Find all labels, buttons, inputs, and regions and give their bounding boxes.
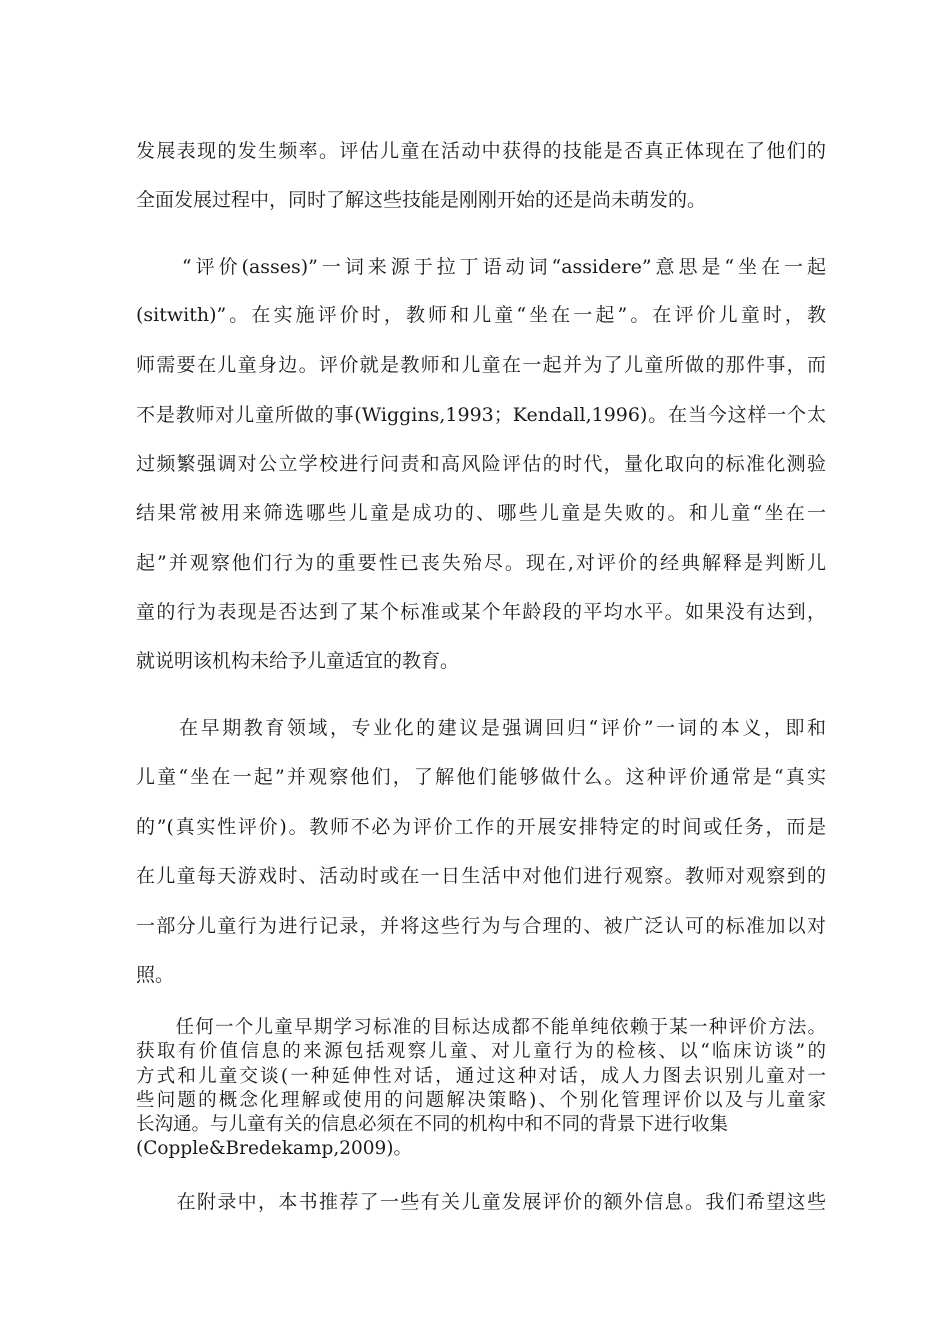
text-line: 任何一个儿童早期学习标准的目标达成都不能单纯依赖于某一种评价方法。 bbox=[136, 1017, 826, 1038]
text-line: 师需要在儿童身边。评价就是教师和儿童在一起并为了儿童所做的那件事，而 bbox=[136, 354, 826, 376]
text-line: 起”并观察他们行为的重要性已丧失殆尽。现在,对评价的经典解释是判断儿 bbox=[136, 552, 826, 574]
text-line: 儿童“坐在一起”并观察他们，了解他们能够做什么。这种评价通常是“真实 bbox=[136, 766, 826, 788]
text-line: 全面发展过程中，同时了解这些技能是刚刚开始的还是尚未萌发的。 bbox=[136, 189, 707, 211]
text-line: (sitwith)”。在实施评价时，教师和儿童“坐在一起”。在评价儿童时，教 bbox=[136, 304, 826, 326]
text-line: 就说明该机构未给予儿童适宜的教育。 bbox=[136, 650, 460, 672]
text-line: 照。 bbox=[136, 964, 175, 986]
text-line: (Copple&Bredekamp,2009)。 bbox=[136, 1138, 413, 1159]
text-line: 在附录中，本书推荐了一些有关儿童发展评价的额外信息。我们希望这些 bbox=[136, 1191, 826, 1213]
text-line: 在早期教育领域，专业化的建议是强调回归“评价”一词的本义，即和 bbox=[136, 717, 826, 739]
text-line: 童的行为表现是否达到了某个标准或某个年龄段的平均水平。如果没有达到， bbox=[136, 601, 826, 623]
text-line: “评价(asses)”一词来源于拉丁语动词“assidere”意思是“坐在一起 bbox=[136, 256, 826, 278]
text-line: 方式和儿童交谈(一种延伸性对话，通过这种对话，成人力图去识别儿童对一 bbox=[136, 1066, 826, 1087]
text-line: 的”(真实性评价)。教师不必为评价工作的开展安排特定的时间或任务，而是 bbox=[136, 816, 826, 838]
text-line: 不是教师对儿童所做的事(Wiggins,1993；Kendall,1996)。在当今这样一个太 bbox=[136, 404, 826, 426]
text-line: 在儿童每天游戏时、活动时或在一日生活中对他们进行观察。教师对观察到的 bbox=[136, 865, 826, 887]
text-line: 结果常被用来筛选哪些儿童是成功的、哪些儿童是失败的。和儿童“坐在一 bbox=[136, 502, 826, 524]
text-line: 获取有价值信息的来源包括观察儿童、对儿童行为的检核、以“临床访谈”的 bbox=[136, 1041, 826, 1062]
text-line: 发展表现的发生频率。评估儿童在活动中获得的技能是否真正体现在了他们的 bbox=[136, 140, 826, 162]
text-line: 些问题的概念化理解或使用的问题解决策略)、个别化管理评价以及与儿童家 bbox=[136, 1090, 826, 1111]
text-line: 长沟通。与儿童有关的信息必须在不同的机构中和不同的背景下进行收集 bbox=[136, 1114, 729, 1135]
text-line: 一部分儿童行为进行记录，并将这些行为与合理的、被广泛认可的标准加以对 bbox=[136, 915, 826, 937]
text-line: 过频繁强调对公立学校进行问责和高风险评估的时代，量化取向的标准化测验 bbox=[136, 453, 826, 475]
